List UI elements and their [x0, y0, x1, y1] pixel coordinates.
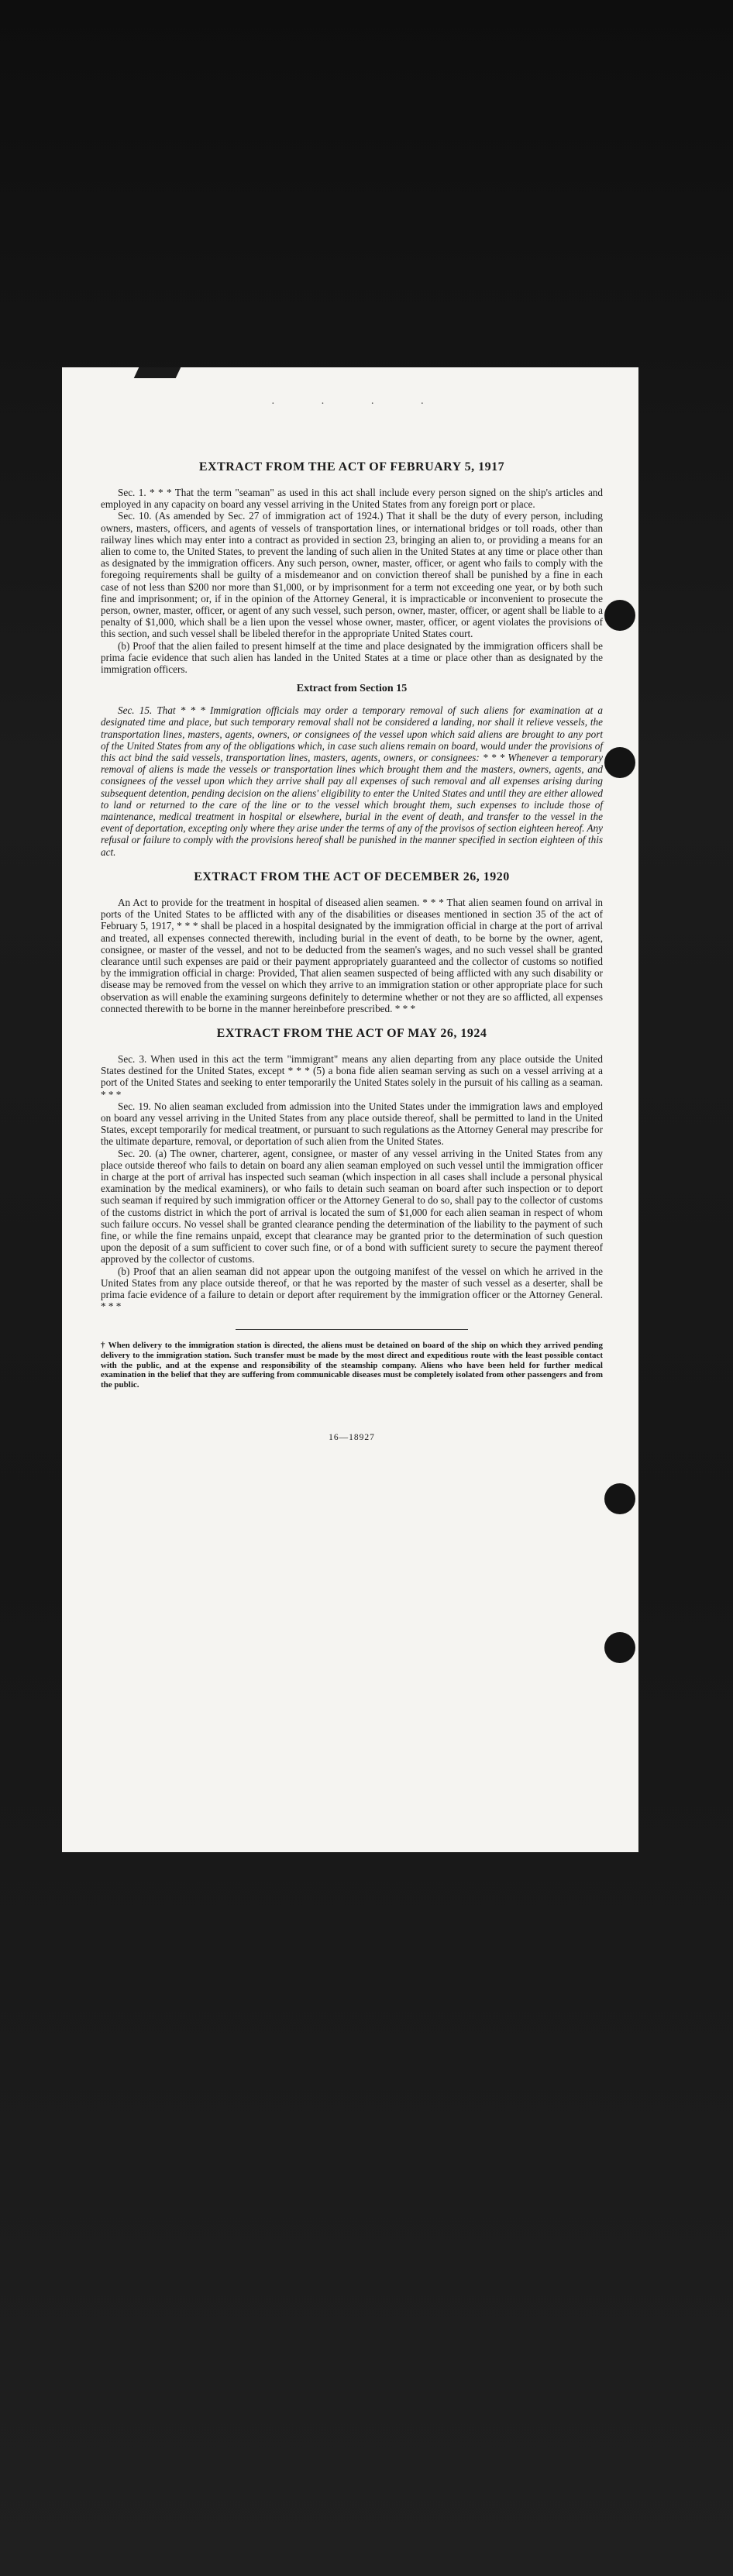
form-number: 16—18927: [329, 1433, 375, 1443]
document-page: [62, 367, 638, 1852]
punch-hole: [604, 1483, 635, 1514]
paragraph-act-1920: An Act to provide for the treatment in hospital of diseased alien seamen. * * * That alien seamen found on arrival in ports of the United States to be afflicted with any of the disabilities or diseases mentioned in section 35 of the act of February 5, 1917, * * * shall be placed in a hospital designated by the immigration official in charge at the port of arrival and treated, all expenses connected therewith, including burial in the event of death, to be borne by the owner, agent, consignee, or master of the vessel, and not to be deducted from the seamen's wages, and no such vessel shall be granted clearance until such expenses are paid or their payment appropriately guaranteed and the collector of customs so notified by the immigration official in charge: Provided, That alien seamen suspected of being afflicted with any such disability or disease may be removed from the vessel on which they arrive to an immigration station or other appropriate place for such observation as will enable the examining surgeons definitely to determine whether or not they are so afflicted, all expenses connected therewith to be borne in the manner hereinbefore prescribed. * * *: [101, 896, 603, 1014]
paragraph-sec3: Sec. 3. When used in this act the term "immigrant" means any alien departing from any place outside the United States destined for the United States, except * * * (5) a bona fide alien seaman serving as such on a vessel arriving at a port of the United States and seeking to enter temporarily the United States solely in the pursuit of his calling as a seaman. * * *: [101, 1052, 603, 1100]
paragraph-sec19: Sec. 19. No alien seaman excluded from admission into the United States under the immigration laws and employed on board any vessel arriving in the United States from any place outside thereof, shall be permitted to land in the United States, except temporarily for medical treatment, or pursuant to such regulations as the Attorney General may prescribe for the ultimate departure, removal, or deportation of such alien from the United States.: [101, 1100, 603, 1148]
ink-mark: [134, 367, 181, 378]
section-heading-1920: EXTRACT FROM THE ACT OF DECEMBER 26, 1920: [194, 870, 510, 883]
paragraph-sec10b: (b) Proof that the alien failed to present himself at the time and place designated by the immigration officers shall be prima facie evidence that such alien has landed in the United States at a time or place other than as designated by the immigration officers.: [101, 639, 603, 676]
paragraph-sec20a: Sec. 20. (a) The owner, charterer, agent, consignee, or master of any vessel arriving in the United States from any place outside thereof who fails to detain on board any alien seaman employed on such vessel until the immigration officer in charge at the port of arrival has inspected such seaman (which inspection in all cases shall include a personal physical examination by the medical examiners), or who fails to detain such seaman on board after such inspection or to deport such seaman if required by such immigration officer or the Attorney General to do so, shall pay to the collector of customs of the customs district in which the port of arrival is located the sum of $1,000 for each alien seaman in respect of whom such failure occurs. No vessel shall be granted clearance pending the determination of the liability to the payment of such fine, or while the fine remains unpaid, except that clearance may be granted prior to the determination of such question upon the deposit of a sum sufficient to cover such fine, or of a bond with sufficient surety to secure the payment thereof approved by the collector of customs.: [101, 1147, 603, 1266]
paragraph-sec10: Sec. 10. (As amended by Sec. 27 of immigration act of 1924.) That it shall be the duty of every person, including owners, masters, officers, and agents of vessels of transportation lines, or international bridges or toll roads, other than railway lines which may enter into a contract as provided in section 23, bringing an alien to, or providing a means for an alien to come to, the United States, to prevent the landing of such alien in the United States at any time or place other than as designated by the immigration officers. Any such person, owner, master, officer, or agent who fails to comply with the foregoing requirements shall be guilty of a misdemeanor and on conviction thereof shall be punished by a fine in each case of not less than $200 nor more than $1,000, or by imprisonment for a term not exceeding one year, or by both such fine and imprisonment; or, if in the opinion of the Attorney General, it is impracticable or inconvenient to prosecute the person, owner, master, officer, or agent of any such vessel, such person, owner, master, officer, or agent shall be liable to a penalty of $1,000, which shall be a lien upon the vessel whose owner, master, officer, or agent violates the provisions of this section, and such vessel shall be libeled therefor in the appropriate United States court.: [101, 510, 603, 640]
scan-specks: · · · ·: [271, 398, 446, 410]
punch-hole: [604, 1632, 635, 1663]
paragraph-sec15: Sec. 15. That * * * Immigration officials may order a temporary removal of such aliens for examination at a designated time and place, but such temporary removal shall not be considered a landing, nor shall it relieve vessels, the transportation lines, masters, agents, owners, or consignees of the vessel upon which said aliens are brought to any port of the United States from any of the obligations which, in case such aliens remain on board, would under the provisions of this act bind the said vessels, transportation lines, masters, agents, owners, or consignees: * * * Whenever a temporary removal of aliens is made the vessels or transportation lines which brought them and the masters, owners, agents, and consignees of the vessel upon which they arrive shall pay all expenses of such removal and all expenses arising during subsequent detention, pending decision on the aliens' eligibility to enter the United States and until they are either allowed to land or returned to the care of the line or to the vessel which brought them, such expenses to include those of maintenance, medical treatment in hospital or elsewhere, burial in the event of death, and transfer to the vessel in the event of deportation, excepting only where they arise under the terms of any of the provisos of section eighteen hereof. Any refusal or failure to comply with the provisions hereof shall be punished in the manner specified in section eighteen of this act.: [101, 704, 603, 858]
footnote-divider: [236, 1329, 468, 1330]
punch-hole: [604, 747, 635, 778]
subheading-section-15: Extract from Section 15: [296, 683, 408, 695]
punch-hole: [604, 600, 635, 631]
section-heading-1917: EXTRACT FROM THE ACT OF FEBRUARY 5, 1917: [198, 460, 505, 474]
paragraph-sec1: Sec. 1. * * * That the term "seaman" as used in this act shall include every person signed on the ship's articles and employed in any capacity on board any vessel arriving in the United States from any foreign port or place.: [101, 487, 603, 511]
paragraph-sec20b: (b) Proof that an alien seaman did not appear upon the outgoing manifest of the vessel on which he arrived in the United States from any place outside thereof, or that he was reported by the master of such vessel as a deserter, shall be prima facie evidence of a failure to detain or deport after requirement by the immigration officer or the Attorney General. * * *: [101, 1265, 603, 1313]
section-heading-1924: EXTRACT FROM THE ACT OF MAY 26, 1924: [216, 1026, 487, 1040]
footnote: † When delivery to the immigration station is directed, the aliens must be detained on board of the ship on which they arrived pending delivery to the immigration station. Such transfer must be made by the most direct and expeditious route with the least possible contact with the public, and at the expense and responsibility of the steamship company. Aliens who have been held for further medical examination in the belief that they are suffering from communicable diseases must be completely isolated from other passengers and from the public.: [101, 1341, 603, 1390]
